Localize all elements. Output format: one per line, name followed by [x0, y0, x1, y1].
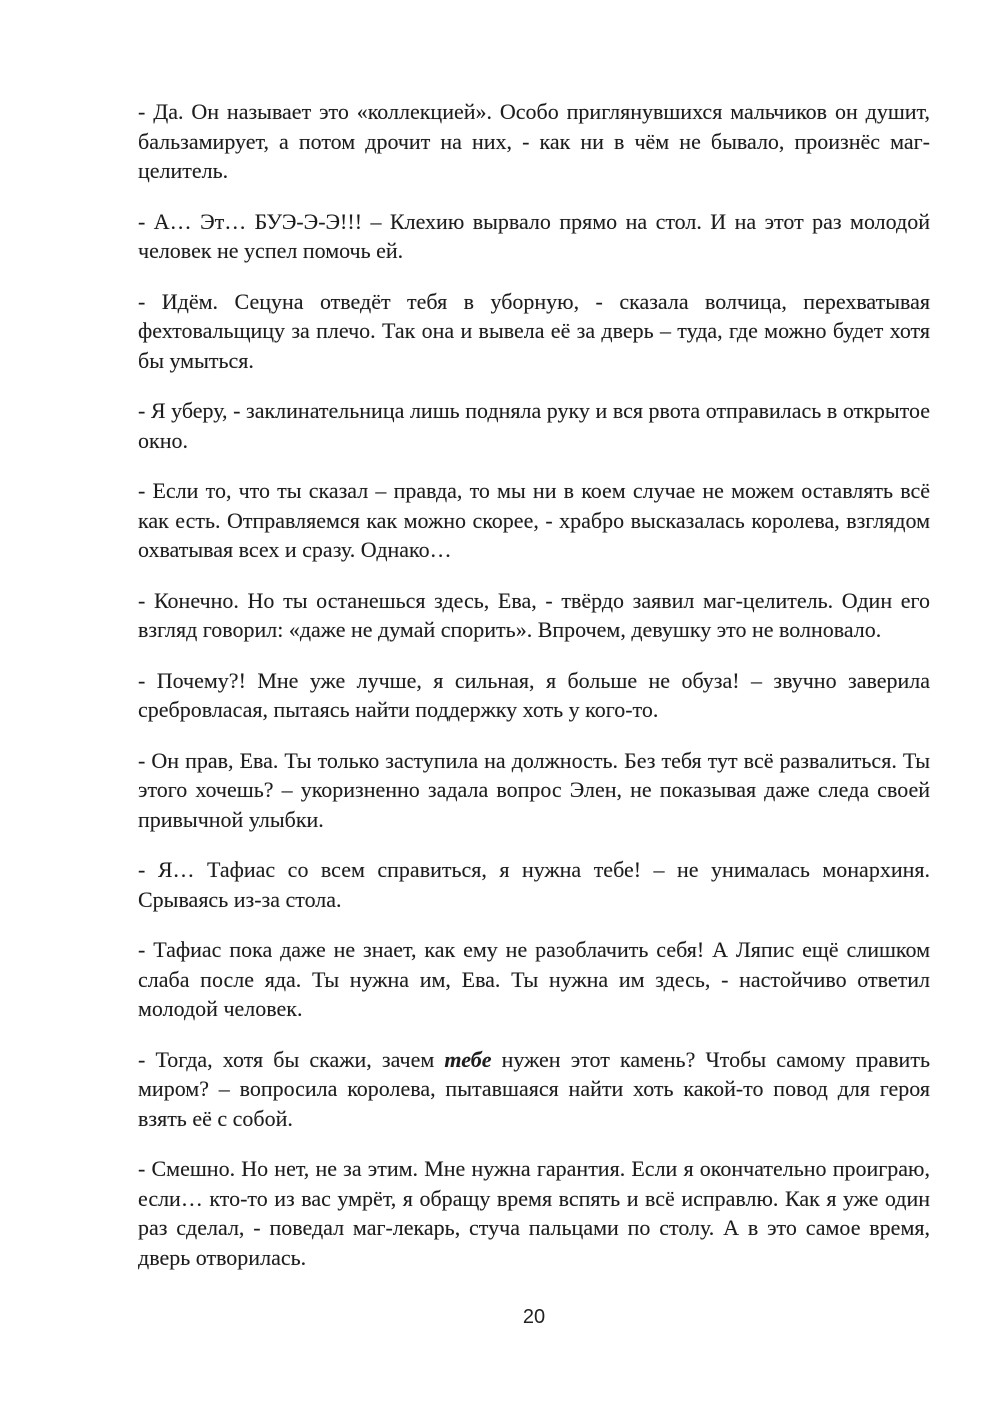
text-segment: - Да. Он называет это «коллекцией». Особо приглянувшихся мальчиков он душит, бальзамирует, а потом дрочит на них, - как ни в чём не бывало, произнёс маг-целитель. — [138, 99, 930, 183]
page-text — [138, 97, 930, 1293]
paragraph — [138, 855, 930, 914]
paragraph — [138, 586, 930, 645]
text-segment: - Идём. Сецуна отведёт тебя в уборную, - сказала волчица, перехватывая фехтовальщицу за плечо. Так она и вывела её за дверь – туда, где можно будет хотя бы умыться. — [138, 288, 930, 373]
paragraph — [138, 287, 930, 376]
paragraph — [138, 1045, 930, 1134]
text-segment: - Смешно. Но нет, не за этим. Мне нужна гарантия. Если я окончательно проиграю, если… кто-то из вас умрёт, я обращу время вспять и всё исправлю. Как я уже один раз сделал, - поведал маг-лекарь, стуча пальцами по столу. А в это самое время, дверь отворилась. — [138, 1156, 930, 1270]
text-segment: нужен этот камень? Чтобы самому править миром? – вопросила королева, пытавшаяся найти хоть какой-то повод для героя взять её с собой. — [138, 1046, 930, 1131]
paragraph — [138, 1154, 930, 1272]
emphasized-text: тебе — [444, 1046, 492, 1072]
text-segment: - А… Эт… БУЭ-Э-Э!!! – Клехию вырвало прямо на стол. И на этот раз молодой человек не успел помочь ей. — [138, 208, 930, 263]
paragraph — [138, 666, 930, 725]
paragraph — [138, 207, 930, 266]
paragraph — [138, 746, 930, 835]
text-segment: - Я уберу, - заклинательница лишь подняла руку и вся рвота отправилась в открытое окно. — [138, 398, 930, 453]
text-segment: - Почему?! Мне уже лучше, я сильная, я больше не обуза! – звучно заверила сребровласая, пытаясь найти поддержку хоть у кого-то. — [138, 667, 930, 722]
text-segment: - Тогда, хотя бы скажи, зачем — [138, 1046, 445, 1072]
paragraph — [138, 97, 930, 186]
text-segment: - Тафиас пока даже не знает, как ему не разоблачить себя! А Ляпис ещё слишком слаба после яда. Ты нужна им, Ева. Ты нужна им здесь, - настойчиво ответил молодой человек. — [138, 937, 930, 1021]
paragraph — [138, 396, 930, 455]
text-segment: - Конечно. Но ты останешься здесь, Ева, - твёрдо заявил маг-целитель. Один его взгляд говорил: «даже не думай спорить». Впрочем, девушку это не волновало. — [138, 587, 930, 642]
text-segment: - Я… Тафиас со всем справиться, я нужна тебе! – не унималась монархиня. Срываясь из-за стола. — [138, 857, 930, 912]
text-segment: - Если то, что ты сказал – правда, то мы ни в коем случае не можем оставлять всё как есть. Отправляемся как можно скорее, - храбро высказалась королева, взглядом охватывая всех и сразу. Однако… — [138, 478, 930, 562]
page-number: 20 — [522, 1306, 546, 1328]
paragraph — [138, 476, 930, 565]
text-segment: - Он прав, Ева. Ты только заступила на должность. Без тебя тут всё развалиться. Ты этого хочешь? – укоризненно задала вопрос Элен, не показывая даже следа своей привычной улыбки. — [138, 747, 930, 832]
paragraph — [138, 935, 930, 1024]
